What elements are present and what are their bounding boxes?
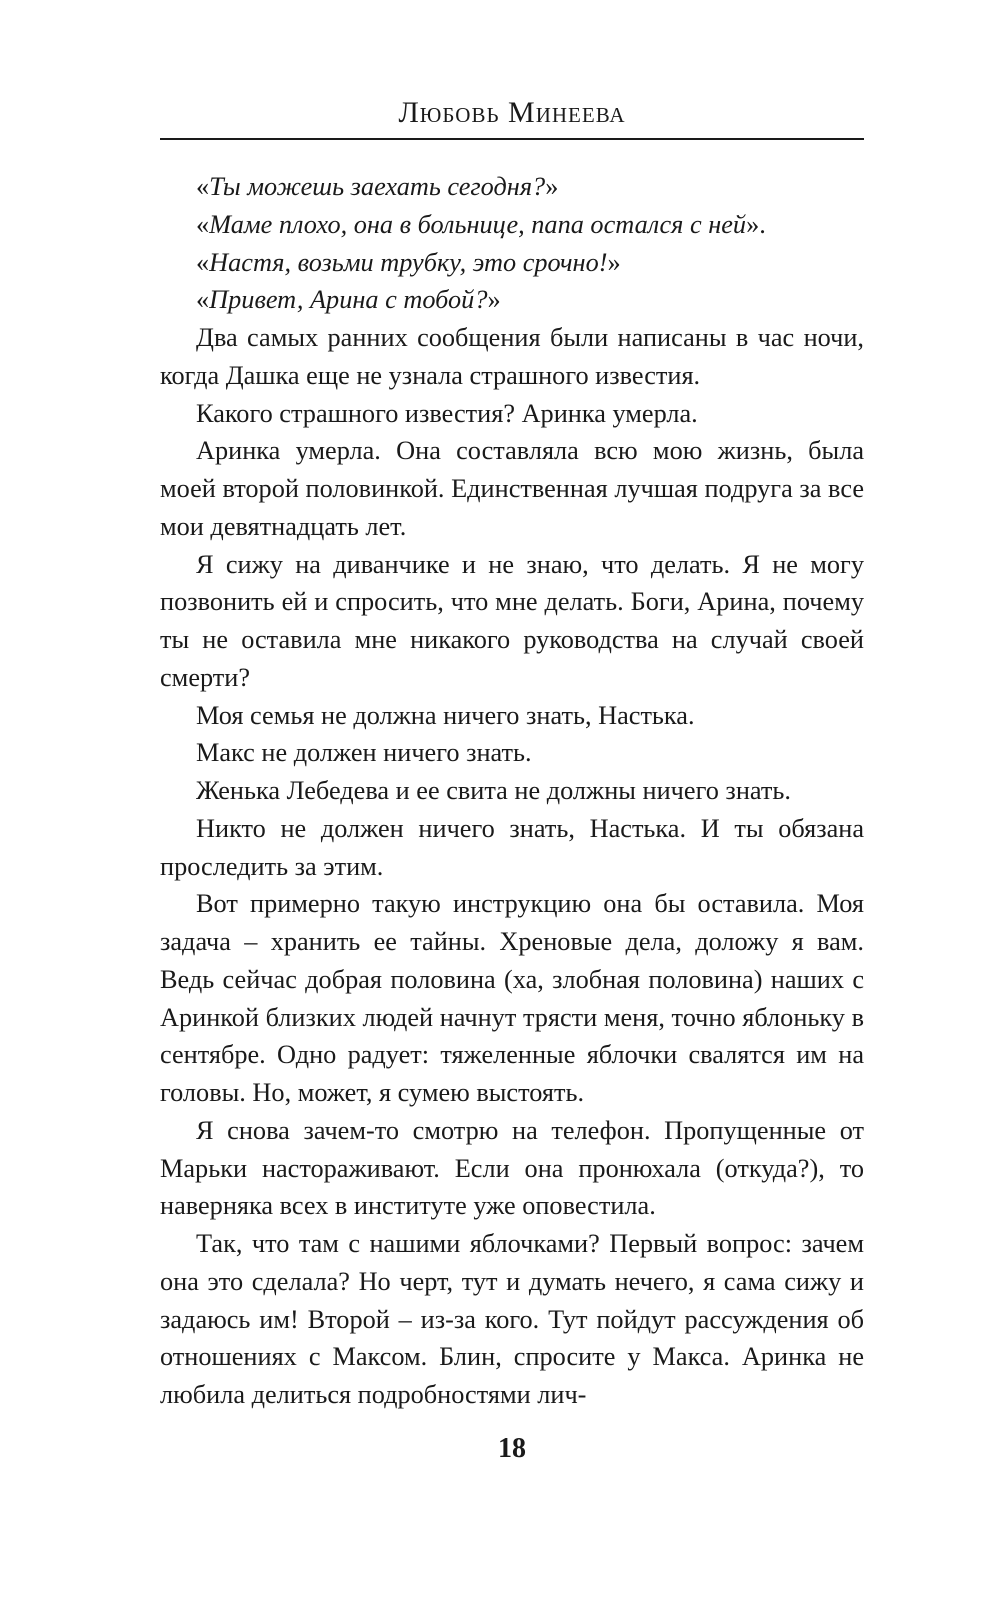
header-rule bbox=[160, 138, 864, 140]
paragraph-7: Женька Лебедева и ее свита не должны ничего знать. bbox=[196, 776, 791, 805]
text-message-1 bbox=[160, 168, 864, 206]
page-number: 18 bbox=[498, 1433, 526, 1464]
text-message-2 bbox=[160, 206, 864, 244]
paragraph-1: Два самых ранних сообщения были написаны в час ночи, когда Дашка еще не узнала страшного известия. bbox=[160, 323, 864, 390]
paragraph-4: Я сижу на диванчике и не знаю, что делать. Я не могу позвонить ей и спросить, что мне делать. Боги, Арина, почему ты не оставила мне никакого руководства на случай своей смерти? bbox=[160, 549, 864, 692]
quote-open: « bbox=[196, 172, 210, 201]
paragraph-11: Так, что там с нашими яблочками? Первый вопрос: зачем она это сделала? Но черт, тут и думать нечего, я сама сижу и задаюсь им! Второй – из-за кого. Тут пойдут рассуждения об отношениях с Максом. Блин, спросите у Макса. Аринка не любила делиться подробностями лич- bbox=[160, 1229, 864, 1409]
message-text: Настя, возьми трубку, это срочно! bbox=[209, 247, 608, 277]
page-body bbox=[160, 168, 864, 1414]
message-text: Ты можешь заехать сегодня? bbox=[209, 172, 546, 201]
quote-close: » bbox=[607, 247, 621, 277]
paragraph-6: Макс не должен ничего знать. bbox=[196, 738, 532, 768]
paragraph-3: Аринка умерла. Она составляла всю мою жизнь, была моей второй половинкой. Единственная лучшая подруга за все мои девятнадцать лет. bbox=[160, 436, 864, 541]
quote-open: « bbox=[196, 209, 210, 239]
quote-open: « bbox=[196, 247, 210, 277]
message-text: Привет, Арина с тобой? bbox=[209, 285, 488, 315]
paragraph-2: Какого страшного известия? Аринка умерла. bbox=[196, 398, 698, 428]
paragraph-9: Вот примерно такую инструкцию она бы оставила. Моя задача – хранить ее тайны. Хреновые дела, доложу я вам. Ведь сейчас добрая половина (ха, злобная половина) наших с Аринкой близких людей начнут трясти меня, точно яблоньку в сентябре. Одно радует: тяжеленные яблочки свалятся им на головы. Но, может, я сумею выстоять. bbox=[160, 889, 864, 1107]
quote-close: » bbox=[545, 172, 559, 201]
running-header-author: Любовь Минеева bbox=[398, 96, 626, 129]
quote-close: » bbox=[487, 285, 501, 315]
message-text: Маме плохо, она в больнице, папа остался с ней bbox=[209, 209, 747, 239]
quote-open: « bbox=[196, 285, 210, 315]
text-message-4 bbox=[160, 281, 864, 319]
paragraph-5: Моя семья не должна ничего знать, Настька. bbox=[196, 700, 695, 730]
paragraph-8: Никто не должен ничего знать, Настька. И ты обязана проследить за этим. bbox=[160, 813, 864, 881]
paragraph-10: Я снова зачем-то смотрю на телефон. Пропущенные от Марьки настораживают. Если она пронюхала (откуда?), то наверняка всех в институте уже оповестила. bbox=[160, 1115, 864, 1221]
quote-close: ». bbox=[746, 209, 766, 239]
text-message-3 bbox=[160, 244, 864, 282]
